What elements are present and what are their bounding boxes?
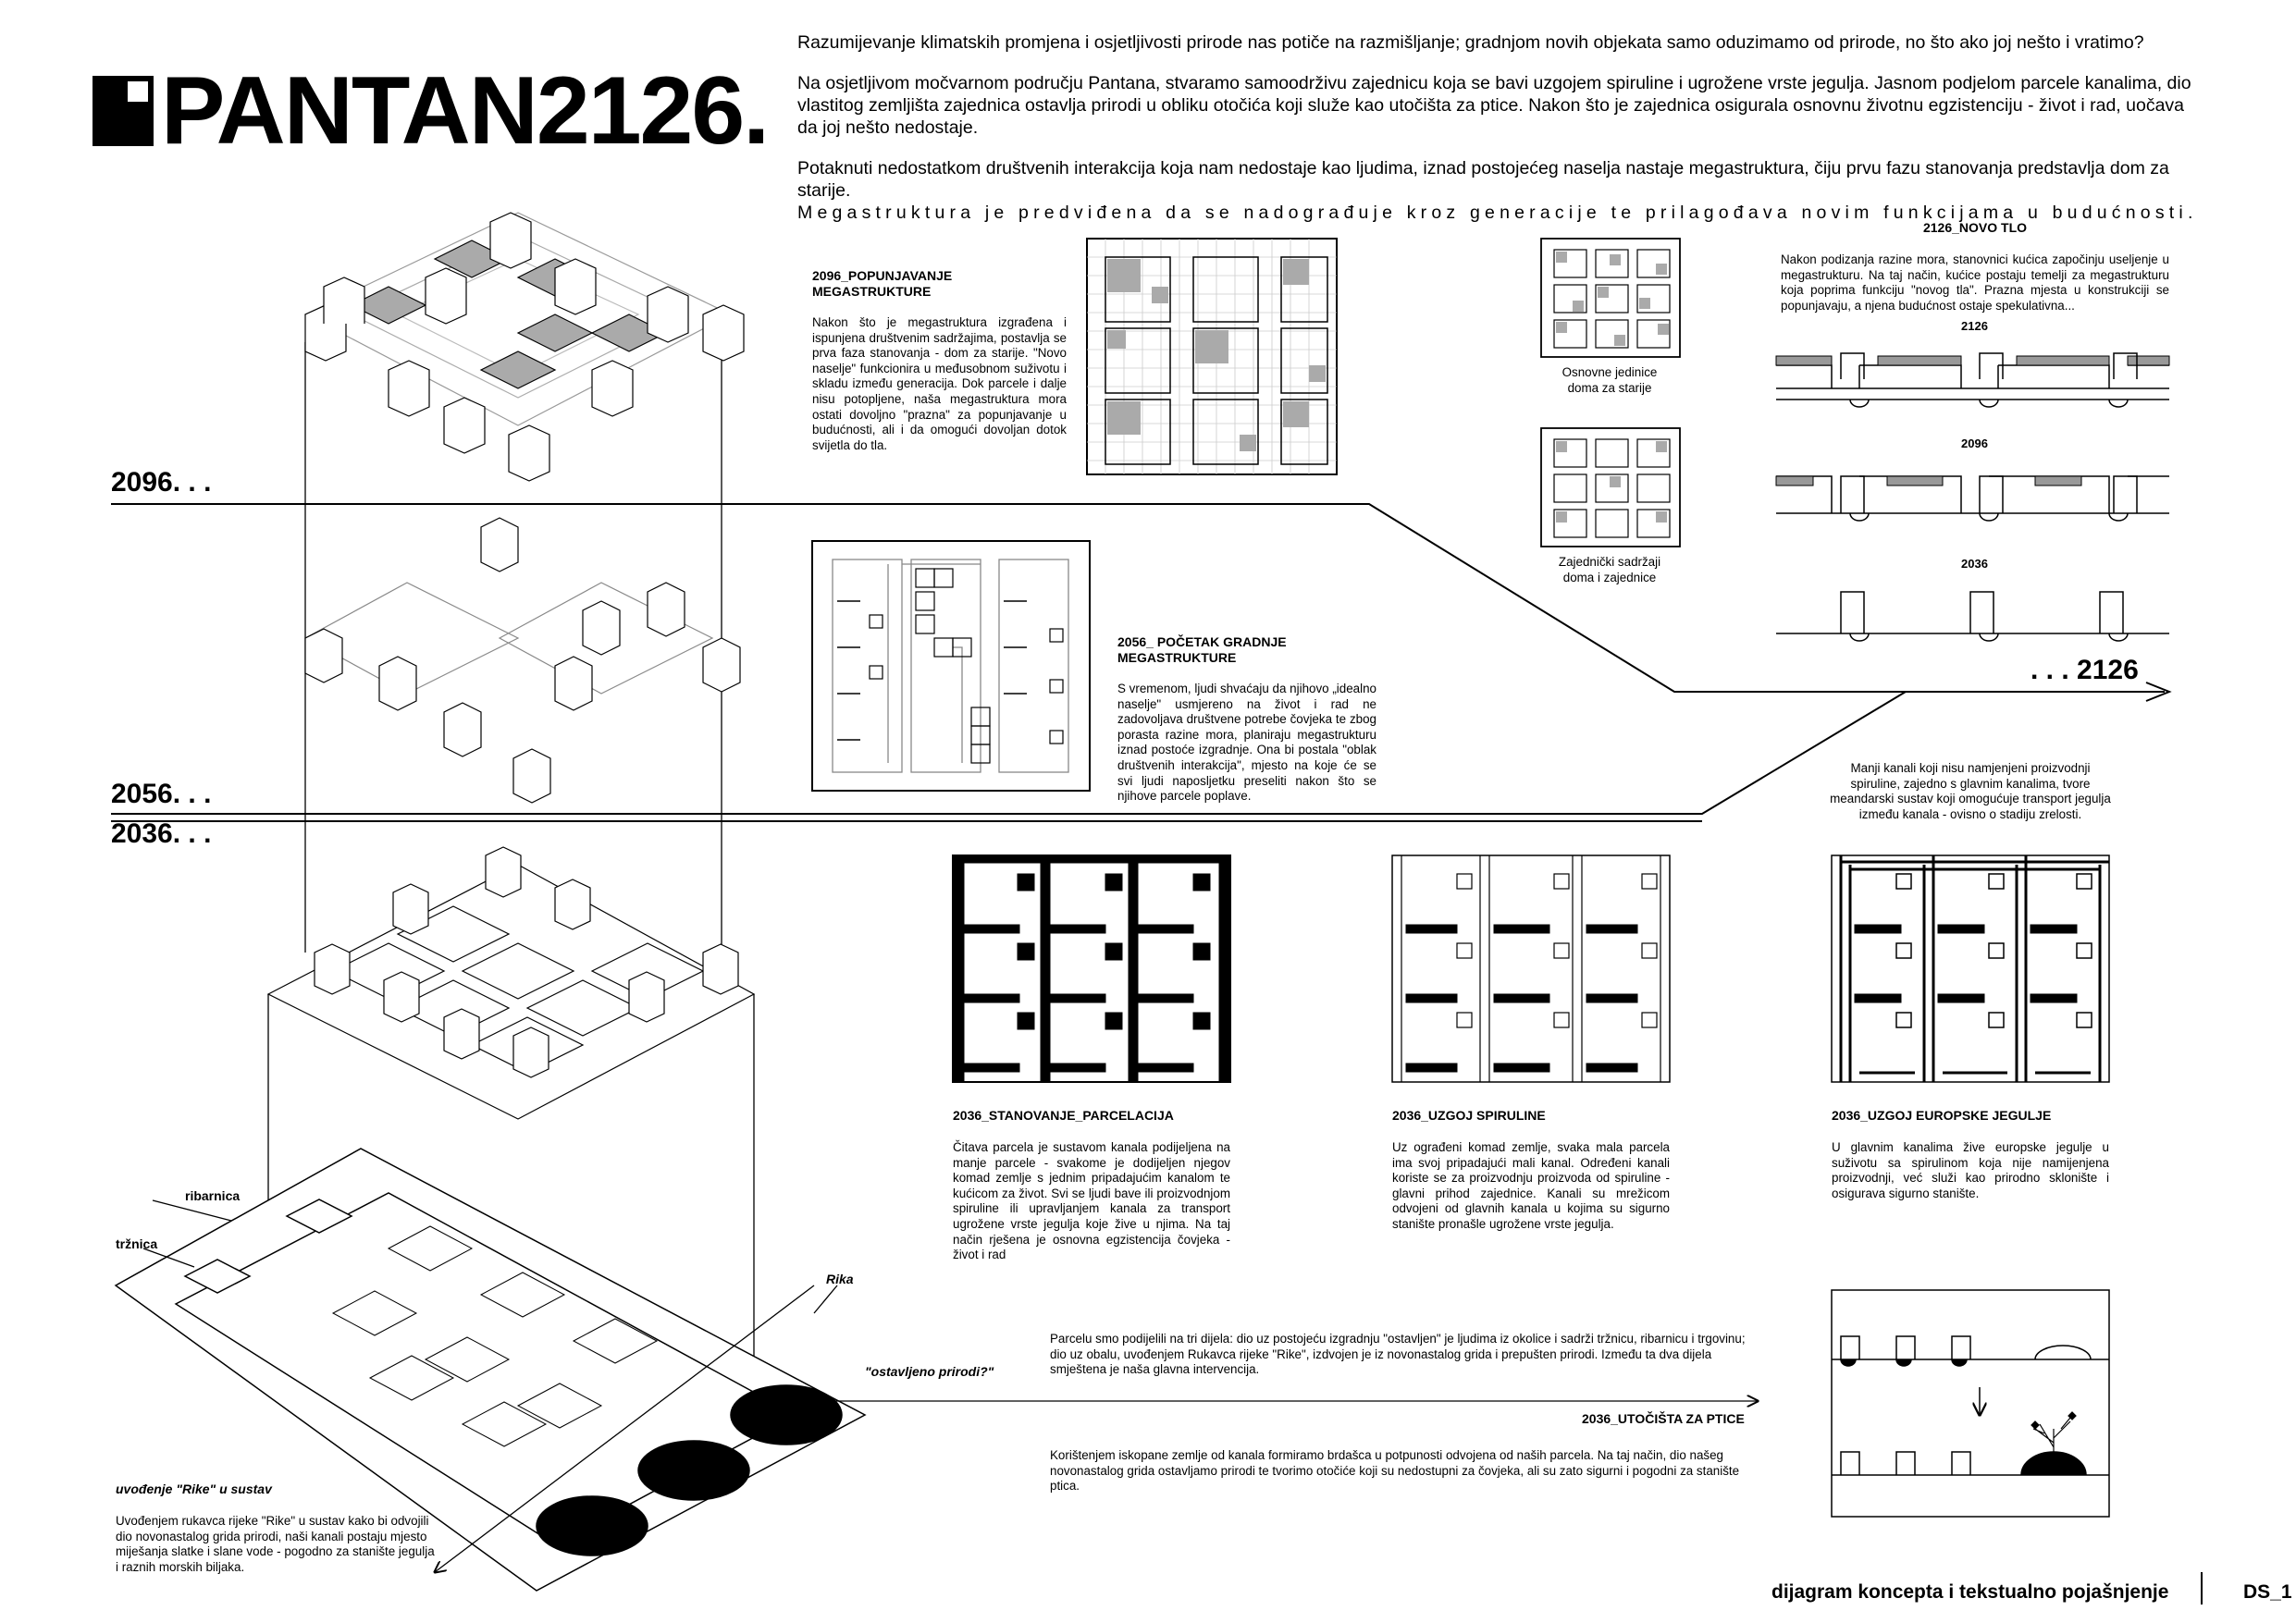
year-2096: 2096. . . [111,467,212,498]
utociste-paragraph-1: Parcelu smo podijelili na tri dijela: dio uz postojeću izgradnju "ostavljen" je ljudima iz okolice i sadrži tržnicu, ribarnicu i trgovinu; dio uz obalu, uvođenjem Rukavca rijeke "Rike", izdvojen je iz novonastalog grida i prepušten prirodi. Između ta dva dijela smještena je naša glavna intervencija. [1050,1332,1746,1377]
section-2096-title: 2096_POPUNJAVANJE [812,268,953,283]
housing-2036 [268,847,754,1119]
plan-spirulina [1392,855,1670,1082]
section-2096-body: Nakon što je megastruktura izgrađena i ispunjena društvenim sadržajima, postavlja se prva faza stanovanja - dom za starije. "Novo naselje" funkcionira u međusobnom suživotu i skladu između generacija. Dok parcele i dalje nisu potopljene, naša megastruktura mora ostati dovoljno "prazna" za popunjavanje u budućnosti, ali i da omogući dovoljan dotok svijetla do tla. [812,315,1067,452]
units-label-2a: Zajednički sadržaji [1558,555,1661,569]
section-2056-subtitle: MEGASTRUKTURE [1117,650,1237,665]
section-label-2036: 2036 [1961,557,1988,571]
section-rika [116,1482,435,1575]
megastructure-2056 [305,518,740,803]
plan-2056 [812,541,1090,791]
units-label-2 [1517,555,1702,585]
section-jegulja [1832,1108,2109,1201]
intro-paragraph-3: Potaknuti nedostatkom društvenih interakcija koja nam nedostaje kao ljudima, iznad postojećeg naselja nastaje megastruktura, čiju prvu fazu stanovanja predstavlja dom za starije. [797,158,2169,201]
megastructure-2096 [305,213,744,481]
jegulja-title: 2036_UZGOJ EUROPSKE JEGULJE [1832,1108,2052,1123]
label-ribarnica: ribarnica [185,1188,241,1203]
sheet-number: DS_1 [2243,1581,2292,1603]
sections-2126 [1776,353,2169,641]
page-title: PANTAN2126. [161,57,769,165]
rika-title: uvođenje "Rike" u sustav [116,1482,272,1496]
plan-2096 [1087,239,1337,474]
stanovanje-body: Čitava parcela je sustavom kanala podijeljena na manje parcele - svakome je dodijeljen njegov komad zemlje s jednim pripadajućim kanalom te kućicom za život. Svi se ljudi bave ili proizvodnjom spiruline ili upravljanjem kanala za transport ugrožene vrste jegulja koje žive u njima. Na taj način rješena je osnovna egzistencija čovjeka - život i rad [953,1140,1230,1262]
utociste-title: 2036_UTOČIŠTA ZA PTICE [1582,1411,1745,1426]
footer-title: dijagram koncepta i tekstualno pojašnjenje [1771,1581,2169,1603]
section-2096-subtitle: MEGASTRUKTURE [812,284,932,299]
jegulja-body: U glavnim kanalima žive europske jegulje u suživotu sa spirulinom koja nije namijenjena proizvodnji, već služi kao prirodno sklonište i osigurava sigurno stanište. [1832,1140,2109,1200]
section-2056 [1117,634,1376,805]
section-label-2126: 2126 [1961,319,1988,333]
spirulina-title: 2036_UZGOJ SPIRULINE [1392,1108,1546,1123]
year-2036: 2036. . . [111,818,212,849]
section-2096 [812,268,1067,453]
section-label-2096: 2096 [1961,436,1988,450]
stanovanje-title: 2036_STANOVANJE_PARCELACIJA [953,1108,1174,1123]
intro-paragraph-2: Na osjetljivom močvarnom području Pantana, stvaramo samoodrživu zajednicu koja se bavi uzgojem spiruline i ugrožene vrste jegulja. Jasnom podjelom parcele kanalima, dio vlastitog zemljišta zajednica ostavlja prirodi u obliku otočića koji služe kao utočišta za ptice. Nakon što je zajednica osigurala osnovnu životnu egzistenciju - život i rad, uočava da joj nešto nedostaje. [797,73,2191,138]
utociste-paragraph-2: Korištenjem iskopane zemlje od kanala formiramo brdašca u potpunosti odvojena od naših parcela. Na taj način, dio našeg novonastalog grida ostavljamo prirodi te tvorimo otočiće koji su nedostupni za čovjeka, ali su zato sigurni i pogodni za stanište ptica. [1050,1448,1740,1494]
section-stanovanje [953,1108,1230,1263]
label-trznica: tržnica [116,1236,158,1251]
section-2126 [1781,220,2169,314]
units-label-1b: doma za starije [1567,380,1652,395]
intro-paragraph-1: Razumijevanje klimatskih promjena i osjetljivosti prirode nas potiče na razmišljanje; gradnjom novih objekata samo oduzimamo od prirode, no što ako joj nešto i vratimo? [797,32,2144,53]
tree-icon [2031,1412,2076,1457]
label-ostavljeno: "ostavljeno prirodi?" [865,1364,994,1379]
section-2056-body: S vremenom, ljudi shvaćaju da njihovo „idealno naselje" usmjereno na život i rad ne zadovoljava društvene potrebe čovjeka te zbog porasta razine mora, planiraju megastrukturu iznad postoće izgradnje. Ona bi postala "oblak društvenih interakcija", mjesto na koje će se svi ljudi naposljetku preseliti nakon što se njihove parcele poplave. [1117,682,1376,804]
spirulina-body: Uz ograđeni komad zemlje, svaka mala parcela ima svoj pripadajući mali kanal. Određeni kanali koriste se za proizvodnju proizvoda od spiruline - glavni prihod zajednice. Kanali su mrežicom odvojeni od glavnih kanala u kojima su sigurno stanište pronašle ugrožene vrste jegulja. [1392,1140,1670,1231]
year-2126: . . . 2126 [2031,655,2139,685]
units-label-1a: Osnovne jedinice [1562,365,1658,379]
year-2056: 2056. . . [111,779,212,809]
section-2056-title: 2056_ POČETAK GRADNJE [1117,634,1287,649]
intro-paragraph-4: Megastruktura je predviđena da se nadograđuje kroz generacije te prilagođava novim funkcijama u budućnosti. [797,203,2198,223]
units-label-1 [1517,365,1702,396]
bird-refuge-section [1832,1290,2109,1517]
plan-stanovanje [953,855,1230,1082]
label-rika: Rika [826,1272,854,1286]
section-spirulina [1392,1108,1670,1233]
rika-body: Uvođenjem rukavca rijeke "Rike" u sustav kako bi odvojili dio novonastalog grida prirodi, naši kanali postaju mjesto miješanja slatke i slane vode - pogodno za stanište jegulja i raznih morskih biljaka. [116,1514,435,1574]
canals-text: Manji kanali koji nisu namjenjeni proizvodnji spiruline, zajedno s glavnim kanalima, tvore meandarski sustav koji omogućuje transport jegulja između kanala - ovisno o stadiju zrelosti. [1830,761,2111,821]
units-label-2b: doma i zajednice [1562,570,1657,584]
plan-jegulja [1832,855,2109,1082]
section-2126-title: 2126_NOVO TLO [1922,220,2028,235]
section-2126-body: Nakon podizanja razine mora, stanovnici kućica započinju useljenje u megastrukturu. Na taj način, kućice postaju temelji za megastrukturu koja poprima funkciju "novog tla". Prazna mjesta u konstrukciji se popunjavaju, a njena budućnost ostaje spekulativna... [1781,252,2169,313]
